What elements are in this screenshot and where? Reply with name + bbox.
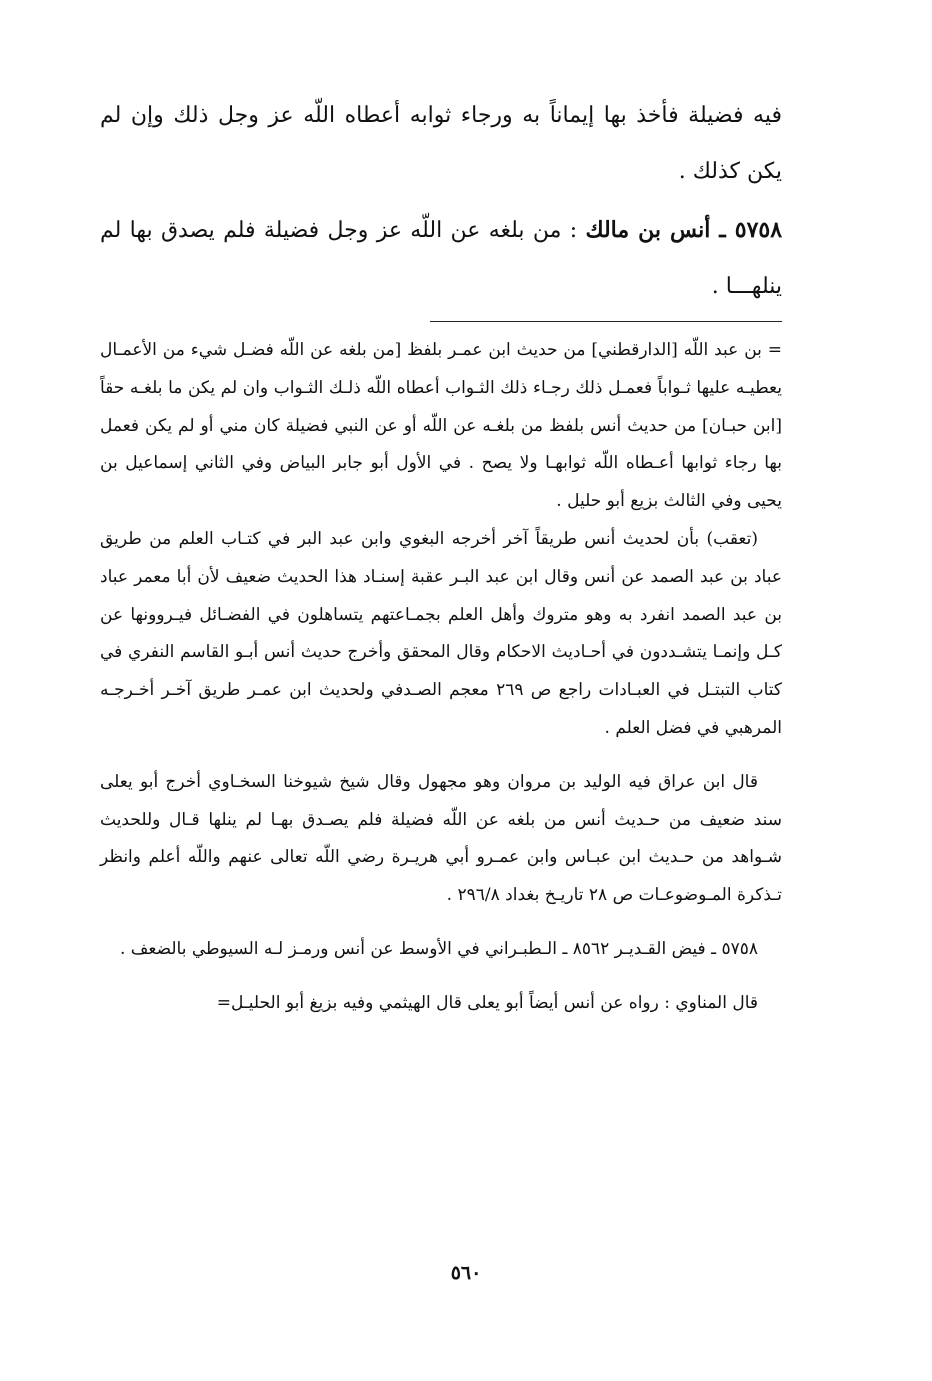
footnote-paragraph: (تعقب) بأن لحديث أنس طريقاً آخر أخرجه البغوي وابن عبد البر في كتـاب العلم من طريق عباد بن عبد الصمد عن أنس وقال ابن عبد البـر عقبة إسنـاد هذا الحديث ضعيف لأن أبا معمر عباد بن عبد الصمد انفرد به وهو متروك وأهل العلم بجمـاعتهم يتساهلون في الفضـائل فيـروونها عن كـل وإنمـا يتشـددون في أحـاديث الاحكام وقال المحقق وأخرج حديث أنس أبـو القاسم النفري في كتاب التبتـل في العبـادات راجع ص ٢٦٩ معجم الصـدفي ولحديث ابن عمـر طريق آخـر أخـرجـه المرهبي في فضل العلم .: [100, 528, 783, 738]
footnote-paragraph: قال ابن عراق فيه الوليد بن مروان وهو مجهول وقال شيخ شيوخنا السخـاوي أخرج أبو يعلى سند ضعيف من حـديث أنس من بلغه عن اللّه فضيلة فلم يصـدق بهـا لم ينلها قـال وللحديث شـواهد من حـديث ابن عبـاس وابن عمـرو أبي هريـرة رضي اللّه تعالى عنهم واللّه أعلم وانظر تـذكرة المـوضوعـات ص ٢٨ تاريـخ بغداد ٢٩٦/٨ .: [100, 771, 782, 906]
hadith-entry: [100, 202, 782, 315]
footnote-paragraph: ٥٧٥٨ ـ فيض القـديـر ٨٥٦٢ ـ الـطبـراني في الأوسط عن أنس ورمـز لـه السيوطي بالضعف .: [119, 938, 758, 959]
footnote-paragraph: قال المناوي : رواه عن أنس أيضاً أبو يعلى قال الهيثمي وفيه بزيغ أبو الحليـل=: [216, 992, 758, 1013]
main-text-continuation: فيه فضيلة فأخذ بها إيماناً به ورجاء ثوابه أعطاه اللّه عز وجل ذلك وإن لم يكن كذلك .: [100, 103, 782, 184]
page-number: ٥٦٠: [450, 1262, 482, 1284]
book-page: [100, 88, 782, 1023]
footnote-divider: [430, 321, 782, 322]
hadith-number: ٥٧٥٨: [734, 217, 783, 243]
hadith-separator: ـ: [710, 217, 735, 243]
hadith-text: : من بلغه عن اللّه عز وجل فضيلة فلم يصدق بها لم ينلهـــا .: [100, 218, 782, 299]
footnote-paragraph: = بن عبد اللّه [الدارقطني] من حديث ابن عمـر بلفظ [من بلغه عن اللّه فضـل شيء من الأعمـال يعطيـه عليها ثـواباً فعمـل ذلك رجـاء ذلك الثـواب أعطاه اللّه ذلـك الثـواب وان لم يكن ما بلغـه حقاً [ابن حبـان] من حديث أنس بلفظ من بلغـه عن اللّه أو عن النبي فضيلة كان مني أو لم يكن فعمل بها رجاء ثوابها أعـطاه اللّه ثوابهـا ولا يصح . في الأول أبو جابر البياض وفي الثاني إسماعيل بن يحيى وفي الثالث بزيع أبو حليل .: [100, 340, 782, 512]
hadith-narrator: أنس بن مالك: [585, 217, 711, 243]
